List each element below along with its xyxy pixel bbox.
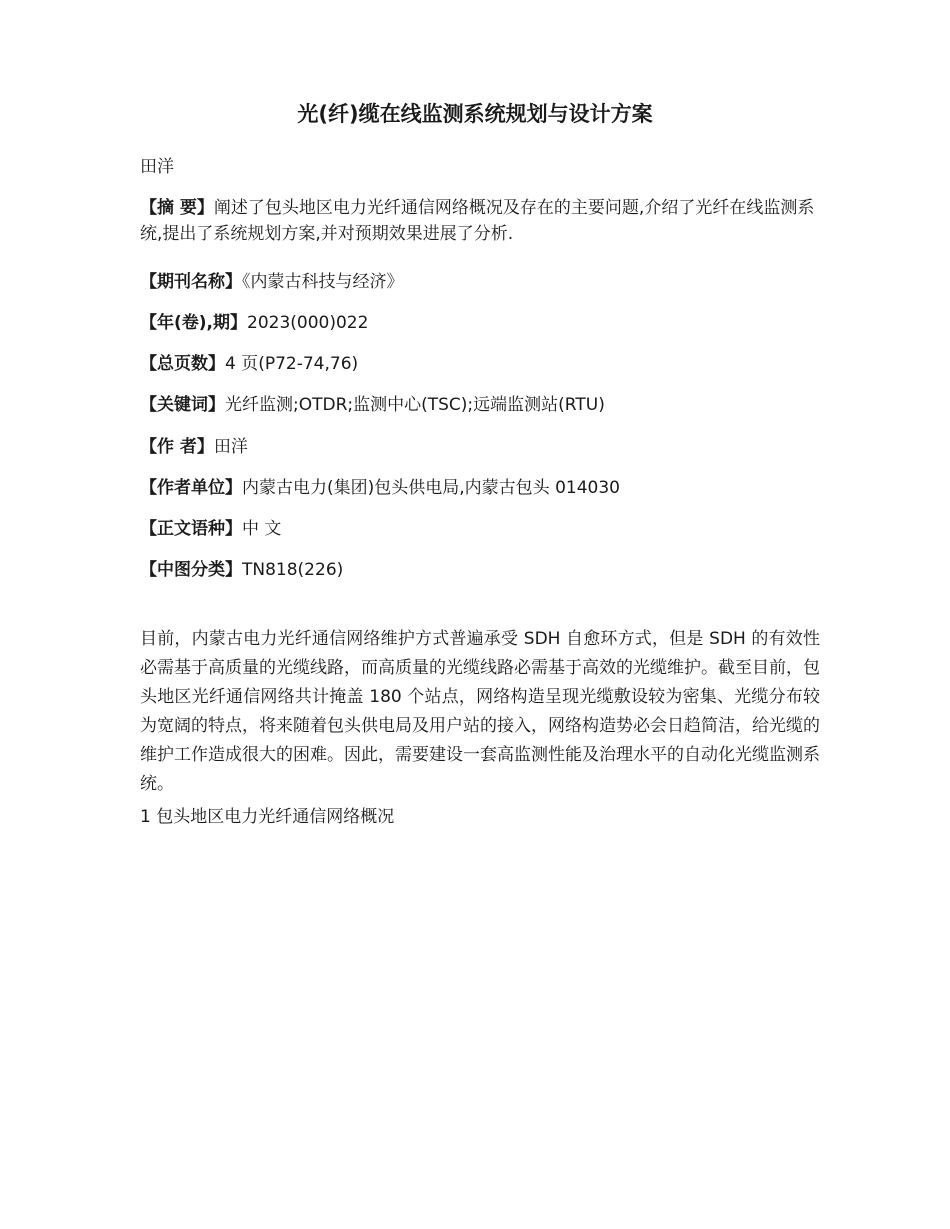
author-value: 田洋	[213, 437, 248, 457]
body-paragraph: 目前，内蒙古电力光纤通信网络维护方式普遍承受 SDH 自愈环方式，但是 SDH 的有效性必需基于高质量的光缆线路，而高质量的光缆线路必需基于高效的光缆维护。截至目前，包头地区光纤通信网络共计掩盖 180 个站点，网络构造呈现光缆敷设较为密集、光缆分布较为宽阔的特点，将来随着包头供电局及用户站的接入，网络构造势必会日趋简洁，给光缆的维护工作造成很大的困难。因此，需要建设一套高监测性能及治理水平的自动化光缆监测系统。	[140, 629, 820, 794]
keywords-value: 光纤监测;OTDR;监测中心(TSC);远端监测站(RTU)	[225, 395, 605, 415]
section-heading: 1 包头地区电力光纤通信网络概况	[140, 807, 395, 827]
keywords-label: 【关键词】	[140, 395, 225, 415]
language-field	[140, 516, 820, 542]
author-field	[140, 434, 820, 460]
affiliation-field	[140, 475, 820, 501]
author-label: 【作 者】	[140, 437, 214, 457]
journal-value: 《内蒙古科技与经济》	[242, 272, 404, 292]
language-value: 中 文	[242, 519, 282, 539]
language-label: 【正文语种】	[140, 519, 242, 539]
abstract-label: 【摘 要】	[140, 198, 214, 218]
affiliation-label: 【作者单位】	[140, 478, 242, 498]
pages-field	[140, 351, 820, 377]
abstract-field	[140, 195, 820, 247]
keywords-field	[140, 392, 820, 418]
journal-field	[140, 269, 820, 295]
document-title: 光(纤)缆在线监测系统规划与设计方案	[297, 102, 653, 126]
pages-label: 【总页数】	[140, 354, 225, 374]
journal-label: 【期刊名称】	[140, 272, 242, 292]
classification-field	[140, 557, 820, 583]
year-issue-value: 2023(000)022	[247, 313, 369, 333]
author-byline: 田洋	[140, 157, 174, 177]
pages-value: 4 页(P72-74,76)	[225, 354, 359, 374]
year-issue-field	[140, 310, 820, 336]
classification-value: TN818(226)	[242, 560, 344, 580]
classification-label: 【中图分类】	[140, 560, 242, 580]
affiliation-value: 内蒙古电力(集团)包头供电局,内蒙古包头 014030	[242, 478, 620, 498]
abstract-value: 阐述了包头地区电力光纤通信网络概况及存在的主要问题,介绍了光纤在线监测系统,提出了系统规划方案,并对预期效果进展了分析.	[140, 198, 815, 244]
year-issue-label: 【年(卷),期】	[140, 313, 247, 333]
